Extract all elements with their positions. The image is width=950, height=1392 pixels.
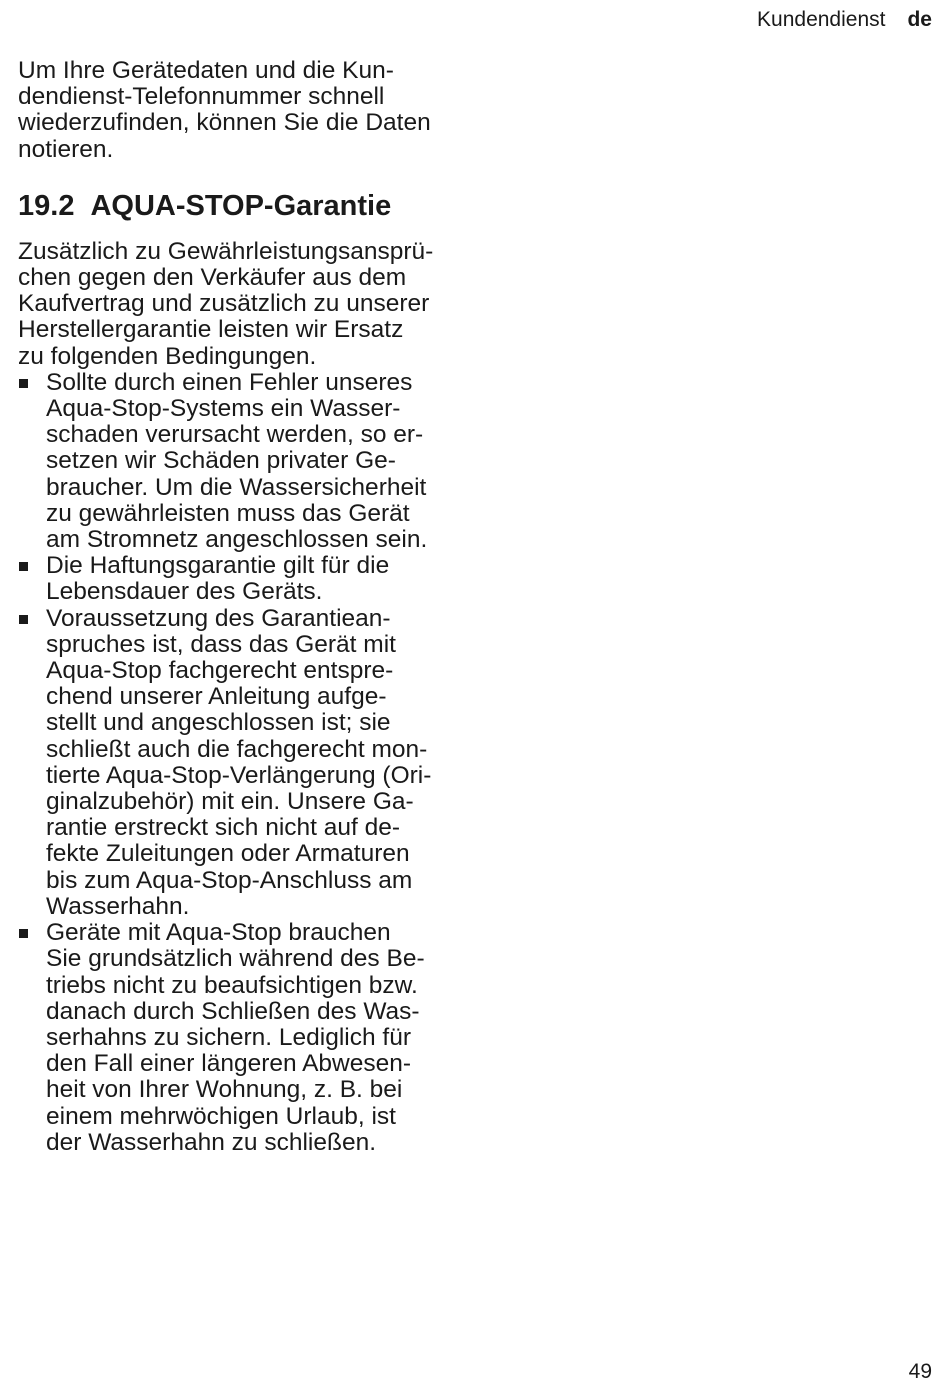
list-item-line: Lebensdauer des Geräts. [46, 578, 323, 606]
list-item-line: bis zum Aqua-Stop-Anschluss am [46, 866, 413, 894]
intro-line: wiederzufinden, können Sie die Daten [18, 109, 431, 137]
list-item-line: Sollte durch einen Fehler unseres [46, 368, 413, 396]
list-item-line: einem mehrwöchigen Urlaub, ist [46, 1102, 396, 1130]
intro-line: notieren. [18, 135, 114, 163]
intro-line: Um Ihre Gerätedaten und die Kun- [18, 57, 394, 84]
list-item-line: den Fall einer längeren Abwesen- [46, 1050, 412, 1078]
list-item-line: der Wasserhahn zu schließen. [46, 1128, 376, 1156]
section-title: AQUA-STOP-Garantie [90, 189, 392, 222]
list-item-line: rantie erstreckt sich nicht auf de- [46, 814, 401, 842]
list-item-line: fekte Zuleitungen oder Armaturen [46, 840, 410, 868]
condition-list [18, 370, 458, 1156]
page-number: 49 [908, 1360, 932, 1383]
square-bullet-icon [19, 562, 28, 571]
list-item-line: serhahns zu sichern. Lediglich für [46, 1023, 411, 1051]
list-item-line: spruches ist, dass das Gerät mit [46, 630, 396, 658]
list-item-line: Voraussetzung des Garantiean- [46, 604, 391, 632]
paragraph-line: Kaufvertrag und zusätzlich zu unserer [18, 290, 430, 318]
paragraph-line: zu folgenden Bedingungen. [18, 342, 317, 370]
list-item-line: ginalzubehör) mit ein. Unsere Ga- [46, 788, 414, 816]
list-item-line: Aqua-Stop-Systems ein Wasser- [46, 395, 401, 423]
paragraph-line: chen gegen den Verkäufer aus dem [18, 264, 407, 292]
intro-line: dendienst-Telefonnummer schnell [18, 83, 385, 111]
list-item [18, 606, 458, 920]
square-bullet-icon [19, 929, 28, 938]
header-language-code: de [907, 8, 932, 31]
paragraph-line: Herstellergarantie leisten wir Ersatz [18, 316, 404, 344]
section-heading [18, 189, 458, 223]
list-item [18, 920, 458, 1156]
square-bullet-icon [19, 379, 28, 388]
list-item-line: stellt und angeschlossen ist; sie [46, 709, 391, 737]
warranty-paragraph [18, 239, 458, 370]
list-item-line: tierte Aqua-Stop-Verlängerung (Ori- [46, 761, 432, 789]
list-item-line: Aqua-Stop fachgerecht entspre- [46, 657, 394, 685]
list-item [18, 370, 458, 553]
list-item-line: triebs nicht zu beaufsichtigen bzw. [46, 971, 418, 999]
list-item-line: Sie grundsätzlich während des Be- [46, 945, 425, 973]
list-item-line: schließt auch die fachgerecht mon- [46, 735, 428, 763]
list-item-line: braucher. Um die Wassersicherheit [46, 473, 427, 501]
list-item-line: Geräte mit Aqua-Stop brauchen [46, 919, 391, 947]
list-item-line: chend unserer Anleitung aufge- [46, 683, 387, 711]
list-item-line: setzen wir Schäden privater Ge- [46, 447, 396, 475]
list-item-line: zu gewährleisten muss das Gerät [46, 499, 410, 527]
page-content [18, 58, 458, 1156]
intro-paragraph [18, 58, 458, 163]
list-item-line: Die Haftungsgarantie gilt für die [46, 552, 390, 580]
running-header [757, 8, 932, 32]
square-bullet-icon [19, 615, 28, 624]
list-item [18, 553, 458, 605]
header-section-name: Kundendienst [757, 8, 886, 31]
paragraph-line: Zusätzlich zu Gewährleistungsansprü- [18, 237, 434, 265]
list-item-line: heit von Ihrer Wohnung, z. B. bei [46, 1076, 403, 1104]
section-number: 19.2 [18, 189, 75, 222]
list-item-line: danach durch Schließen des Was- [46, 997, 420, 1025]
list-item-line: Wasserhahn. [46, 892, 190, 920]
list-item-line: schaden verursacht werden, so er- [46, 421, 424, 449]
list-item-line: am Stromnetz angeschlossen sein. [46, 526, 428, 554]
